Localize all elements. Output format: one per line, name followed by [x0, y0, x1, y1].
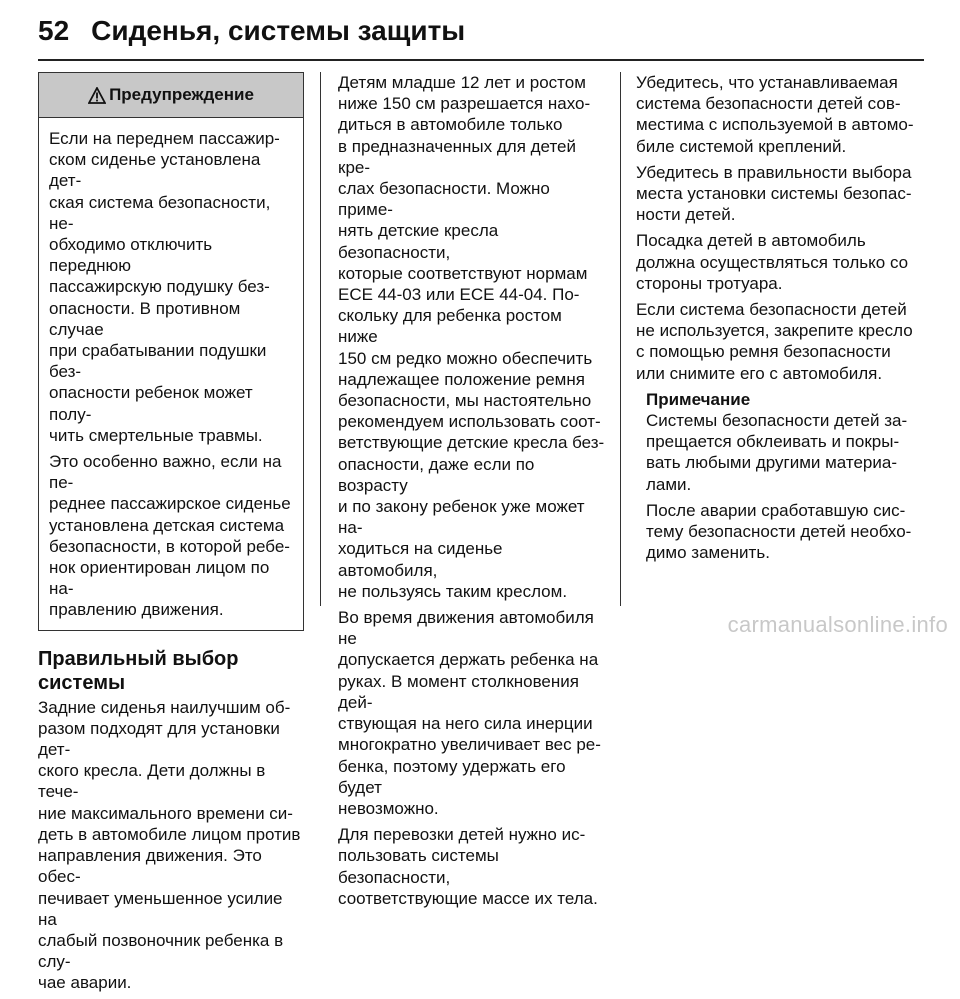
warning-paragraph-1: Если на переднем пассажир- ском сиденье установлена дет- ская система безопасности, не- обходимо отключить переднюю пассажирскую подушку без- опасности. В противном случае при срабатывании подушки без- опасности ребенок может полу- чить смертельные травмы. [49, 129, 280, 445]
warning-body [39, 118, 303, 630]
column-2 [338, 72, 606, 914]
page-title: Сиденья, системы защиты [91, 15, 466, 46]
column2-paragraph-2: Во время движения автомобиля не допускается держать ребенка на руках. В момент столкновения дей- ствующая на него сила инерции многократно увеличивает вес ре- бенка, поэтому удержать его будет невозможно. [338, 608, 601, 818]
column2-paragraph-3: Для перевозки детей нужно ис- пользовать системы безопасности, соответствующие массе их тела. [338, 825, 598, 908]
column-1 [38, 72, 304, 999]
header-rule [38, 59, 924, 61]
warning-header [39, 73, 303, 118]
note-block [646, 389, 916, 564]
column3-paragraph-3: Посадка детей в автомобиль должна осуществляться только со стороны тротуара. [636, 231, 909, 293]
warning-paragraph-2: Это особенно важно, если на пе- реднее пассажирское сиденье установлена детская система безопасности, в которой ребе- нок ориентирован лицом по на- правлению движения. [49, 452, 291, 620]
column3-paragraph-1: Убедитесь, что устанавливаемая система безопасности детей сов- местима с используемой в автомо- биле системой креплений. [636, 73, 914, 156]
column3-paragraph-4: Если система безопасности детей не используется, закрепите кресло с помощью ремня безопасности или снимите его с автомобиля. [636, 300, 913, 383]
warning-box [38, 72, 304, 631]
column3-paragraph-2: Убедитесь в правильности выбора места установки системы безопас- ности детей. [636, 162, 912, 225]
warning-triangle-icon [88, 87, 106, 104]
column-divider-1 [320, 72, 321, 606]
note-paragraph-2: После аварии сработавшую сис- тему безопасности детей необхо- димо заменить. [646, 500, 912, 563]
page-header [38, 8, 924, 54]
column-divider-2 [620, 72, 621, 606]
section-heading: Правильный выбор системы [38, 647, 239, 694]
watermark: carmanualsonline.info [727, 612, 948, 637]
column2-paragraph-1: Детям младше 12 лет и ростом ниже 150 см разрешается нахо- диться в автомобиле только в предназначенных для детей кре- слах безопасности. Можно приме- нять детские кресла безопасности, которые соответствуют нормам ECE 44-03 или ECE 44-04. По- скольку для ребенка ростом ниже 150 см редко можно обеспечить надлежащее положение ремня безопасности, мы настоятельно рекомендуем использовать соот- ветствующие детские кресла без- опасности, даже если по возрасту и по закону ребенок уже может на- ходиться на сиденье автомобиля, не пользуясь таким креслом. [338, 73, 605, 601]
note-paragraph-1: Системы безопасности детей за- прещается обклеивать и покры- вать любыми другими материа- лами. [646, 411, 908, 494]
note-title: Примечание [646, 389, 751, 409]
column-3 [636, 72, 916, 568]
page-number: 52 [38, 15, 70, 46]
warning-title: Предупреждение [109, 85, 254, 105]
section-text: Задние сиденья наилучшим об- разом подходят для установки дет- ского кресла. Дети должны в тече- ние максимального времени си- деть в автомобиле лицом против направления движения. Это обес- печивает уменьшенное усилие на слабый позвоночник ребенка в слу- чае аварии. [38, 697, 301, 993]
